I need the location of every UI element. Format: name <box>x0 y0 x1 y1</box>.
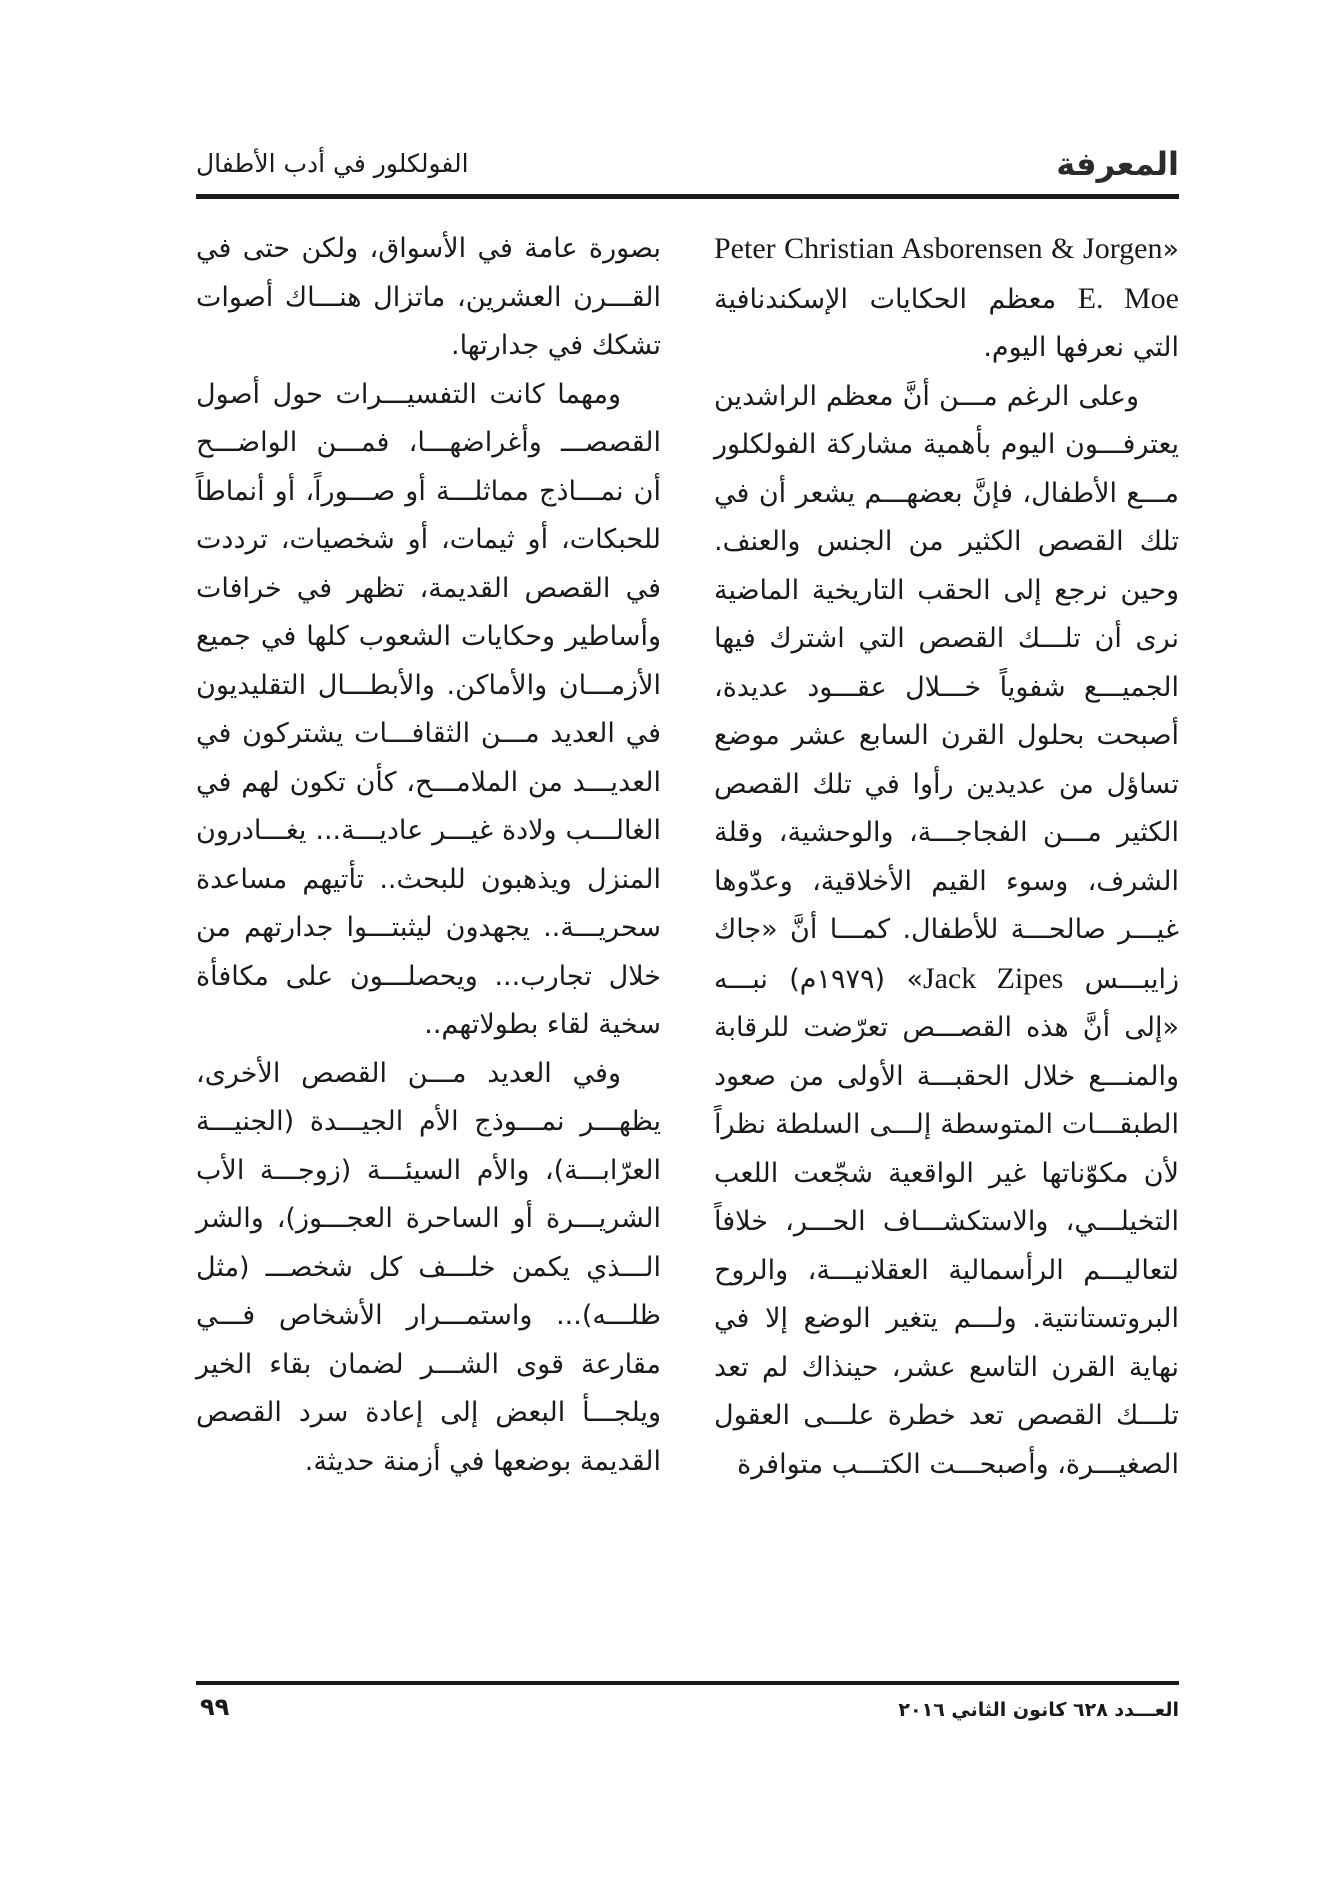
page-header <box>196 145 1179 193</box>
english-names: Peter Christian Asborensen & Jorgen E. Moe <box>714 232 1179 315</box>
paragraph-3: بصورة عامة في الأسواق، ولكن حتى في القـــرن العشرين، ماتزال هنـــاك أصوات تشكك في جدارتها. <box>196 233 661 361</box>
left-column <box>196 225 661 1486</box>
footer-rule <box>196 1681 1179 1685</box>
english-name-jack-zipes: Jack Zipes <box>922 961 1064 995</box>
paragraph-2-part-b: » (١٩٧٩م) نبـــه «إلى أنَّ هذه القصـــص تعرّضت للرقابة والمنـــع خلال الحقبـــة الأولى من صعود الطبقـــات المتوسطة إلـــى السلطة نظراً لأن مكوّناتها غير الواقعية شجّعت اللعب التخيلـــي، والاستكشـــاف الحـــر، خلافاً لتعاليـــم الرأسمالية العقلانيـــة، والروح البروتستانتية. ولـــم يتغير الوضع إلا في نهاية القرن التاسع عشر، حينذاك لم تعد تلـــك القصص تعد خطرة علـــى العقول الصغيـــرة، وأصبحـــت الكتـــب متوافرة <box>714 963 1179 1480</box>
issue-info: العـــدد ٦٢٨ كانون الثاني ٢٠١٦ <box>898 1699 1179 1721</box>
magazine-logo <box>1049 145 1179 189</box>
paragraph-2 <box>714 373 1179 1490</box>
paragraph-2-part-a: وعلى الرغم مـــن أنَّ معظم الراشدين يعترفـــون اليوم بأهمية مشاركة الفولكلور مـــع الأطفال، فإنَّ بعضهـــم يشعر أن في تلك القصص الكثير من الجنس والعنف. وحين نرجع إلى الحقب التاريخية الماضية نرى أن تلـــك القصص التي اشترك فيها الجميـــع شفوياً خـــلال عقـــود عديدة، أصبحت بحلول القرن السابع عشر موضع تساؤل من عديدين رأوا في تلك القصص الكثير مـــن الفجاجـــة، والوحشية، وقلة الشرف، وسوء القيم الأخلاقية، وعدّوها غيـــر صالحـــة للأطفال. كمـــا أنَّ «جاك زايبـــس <box>714 380 1179 995</box>
header-rule <box>196 194 1179 199</box>
paragraph-1-text: معظم الحكايات الإسكندنافية التي نعرفها اليوم. <box>714 283 1179 363</box>
right-column <box>714 225 1179 1489</box>
running-title: الفولكلور في أدب الأطفال <box>196 149 469 178</box>
paragraph-4: ومهما كانت التفسيـــرات حول أصول القصصـــ وأغراضهـــا، فمـــن الواضـــح أن نمـــاذج مماثلـــة أو صـــوراً، أو أنماطاً للحبكات، أو ثيمات، أو شخصيات، ترددت في القصص القديمة، تظهر في خرافات وأساطير وحكايات الشعوب كلها في جميع الأزمـــان والأماكن. والأبطـــال التقليديون في العديد مـــن الثقافـــات يشتركون في العديـــد من الملامـــح، كأن تكون لهم في الغالـــب ولادة غيـــر عاديـــة... يغـــادرون المنزل ويذهبون للبحث.. تأتيهم مساعدة سحريـــة.. يجهدون ليثبتـــوا جدارتهم من خلال تجارب... ويحصلـــون على مكافأة سخية لقاء بطولاتهم.. <box>196 378 661 1040</box>
paragraph-1: «Peter Christian Asborensen & Jorgen E. Moe معظم الحكايات الإسكندنافية التي نعرفها اليوم. <box>714 232 1179 363</box>
logo-text: المعرفة <box>1056 145 1179 183</box>
page-number: ٩٩ <box>200 1693 230 1721</box>
paragraph-5: وفي العديد مـــن القصص الأخرى، يظهـــر نمـــوذج الأم الجيـــدة (الجنيـــة العرّابـــة)، والأم السيئـــة (زوجـــة الأب الشريـــرة أو الساحرة العجـــوز)، والشر الـــذي يكمن خلـــف كل شخصـــ (مثل ظلـــه)... واستمـــرار الأشخاص فـــي مقارعة قوى الشـــر لضمان بقاء الخير ويلجـــأ البعض إلى إعادة سرد القصص القديمة بوضعها في أزمنة حديثة. <box>196 1057 661 1477</box>
